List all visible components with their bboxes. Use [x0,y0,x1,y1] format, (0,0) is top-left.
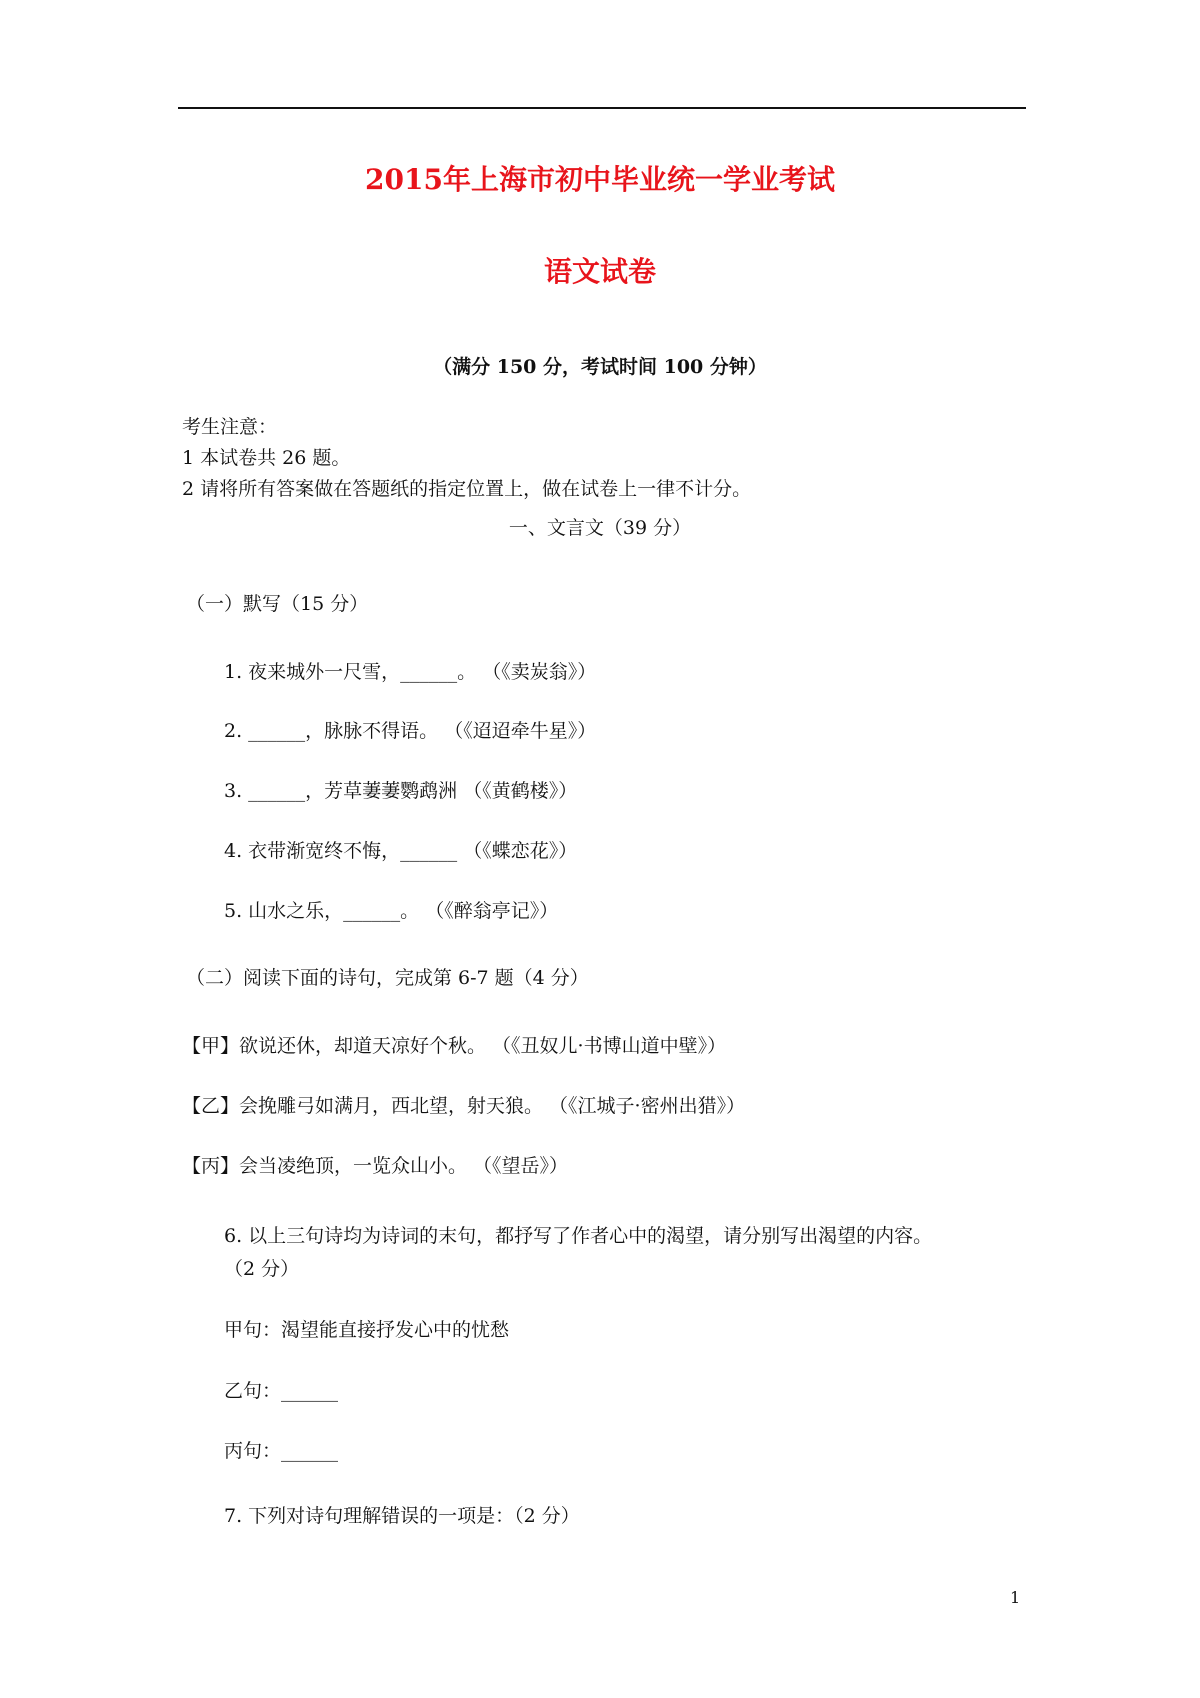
exam-title: 2015年上海市初中毕业统一学业考试 [365,163,835,196]
header-rule [178,107,1026,109]
notice-heading: 考生注意： [182,416,278,438]
question-item: 4. 衣带渐宽终不悔，______ （《蝶恋花》） [224,840,578,862]
exam-info: （满分 150 分，考试时间 100 分钟） [433,356,767,378]
question-6: 6. 以上三句诗均为诗词的末句，都抒写了作者心中的渴望，请分别写出渴望的内容。 [224,1225,933,1247]
poem-line: 【乙】会挽雕弓如满月，西北望，射天狼。 （《江城子·密州出猎》） [182,1095,746,1117]
exam-subtitle: 语文试卷 [543,255,656,288]
part-heading: （一）默写（15 分） [186,593,369,615]
question-7: 7. 下列对诗句理解错误的一项是：（2 分） [224,1505,580,1527]
notice-item: 2 请将所有答案做在答题纸的指定位置上，做在试卷上一律不计分。 [182,478,752,500]
notice-item: 1 本试卷共 26 题。 [182,447,351,469]
answer-line: 乙句：______ [224,1380,339,1402]
answer-line: 丙句：______ [224,1440,339,1462]
section-heading: 一、文言文（39 分） [508,517,692,539]
question-item: 5. 山水之乐，______。 （《醉翁亭记》） [224,900,559,922]
part-heading: （二）阅读下面的诗句，完成第 6-7 题（4 分） [186,967,589,989]
answer-line: 甲句：渴望能直接抒发心中的忧愁 [224,1319,510,1341]
question-item: 2. ______，脉脉不得语。 （《迢迢牵牛星》） [224,720,597,742]
poem-line: 【甲】欲说还休，却道天凉好个秋。 （《丑奴儿·书博山道中壁》） [182,1035,727,1057]
page-number: 1 [1010,1588,1021,1607]
question-item: 1. 夜来城外一尺雪，______。 （《卖炭翁》） [224,661,597,683]
question-6-score: （2 分） [224,1258,300,1280]
poem-line: 【丙】会当凌绝顶，一览众山小。 （《望岳》） [182,1155,569,1177]
question-item: 3. ______，芳草萋萋鹦鹉洲 （《黄鹤楼》） [224,780,578,802]
